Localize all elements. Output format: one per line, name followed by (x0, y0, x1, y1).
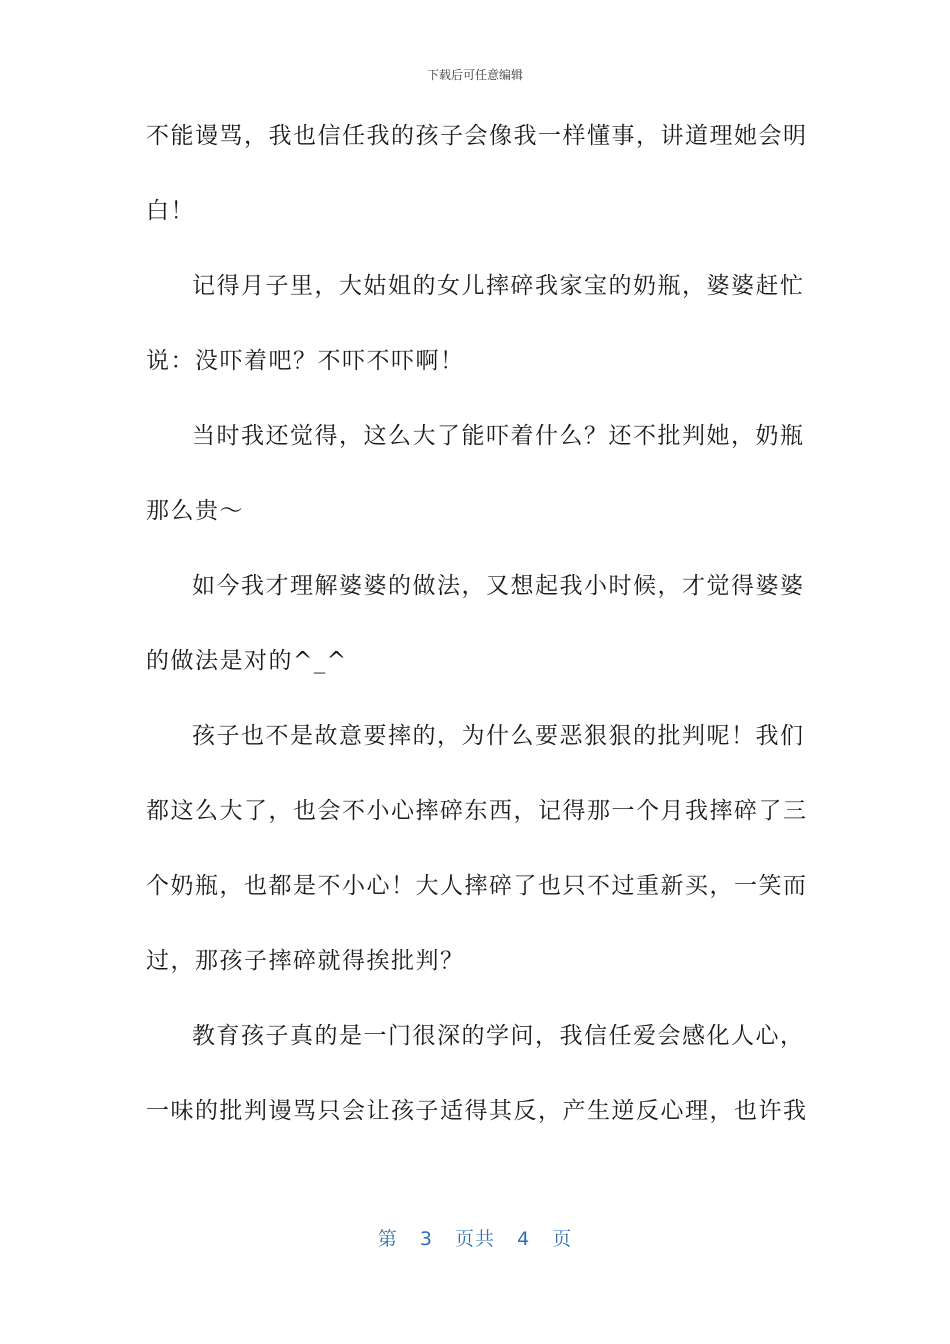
body-line: 都这么大了，也会不小心摔碎东西，记得那一个月我摔碎了三 (146, 798, 808, 824)
body-line: 白！ (146, 198, 195, 224)
body-line: 记得月子里，大姑姐的女儿摔碎我家宝的奶瓶，婆婆赶忙 (192, 273, 805, 299)
body-line: 如今我才理解婆婆的做法，又想起我小时候，才觉得婆婆 (192, 573, 805, 599)
body-line: 不能谩骂，我也信任我的孩子会像我一样懂事，讲道理她会明 (146, 123, 808, 149)
document-body (146, 118, 808, 1168)
body-line: 教育孩子真的是一门很深的学问，我信任爱会感化人心， (192, 1023, 805, 1049)
body-line: 说：没吓着吧？不吓不吓啊！ (146, 348, 465, 374)
page-number-label: 第 3 页共 4 页 (377, 1228, 573, 1250)
body-line: 那么贵～ (146, 498, 244, 524)
body-line: 孩子也不是故意要摔的，为什么要恶狠狠的批判呢！我们 (192, 723, 805, 749)
body-line: 个奶瓶，也都是不小心！大人摔碎了也只不过重新买，一笑而 (146, 873, 808, 899)
body-line: 的做法是对的^_^ (146, 648, 348, 674)
body-line: 一味的批判谩骂只会让孩子适得其反，产生逆反心理，也许我 (146, 1098, 808, 1124)
body-line: 过，那孩子摔碎就得挨批判？ (146, 948, 465, 974)
page-number-footer (0, 1224, 950, 1251)
header-note: 下载后可任意编辑 (426, 68, 523, 82)
body-line: 当时我还觉得，这么大了能吓着什么？还不批判她，奶瓶 (192, 423, 805, 449)
